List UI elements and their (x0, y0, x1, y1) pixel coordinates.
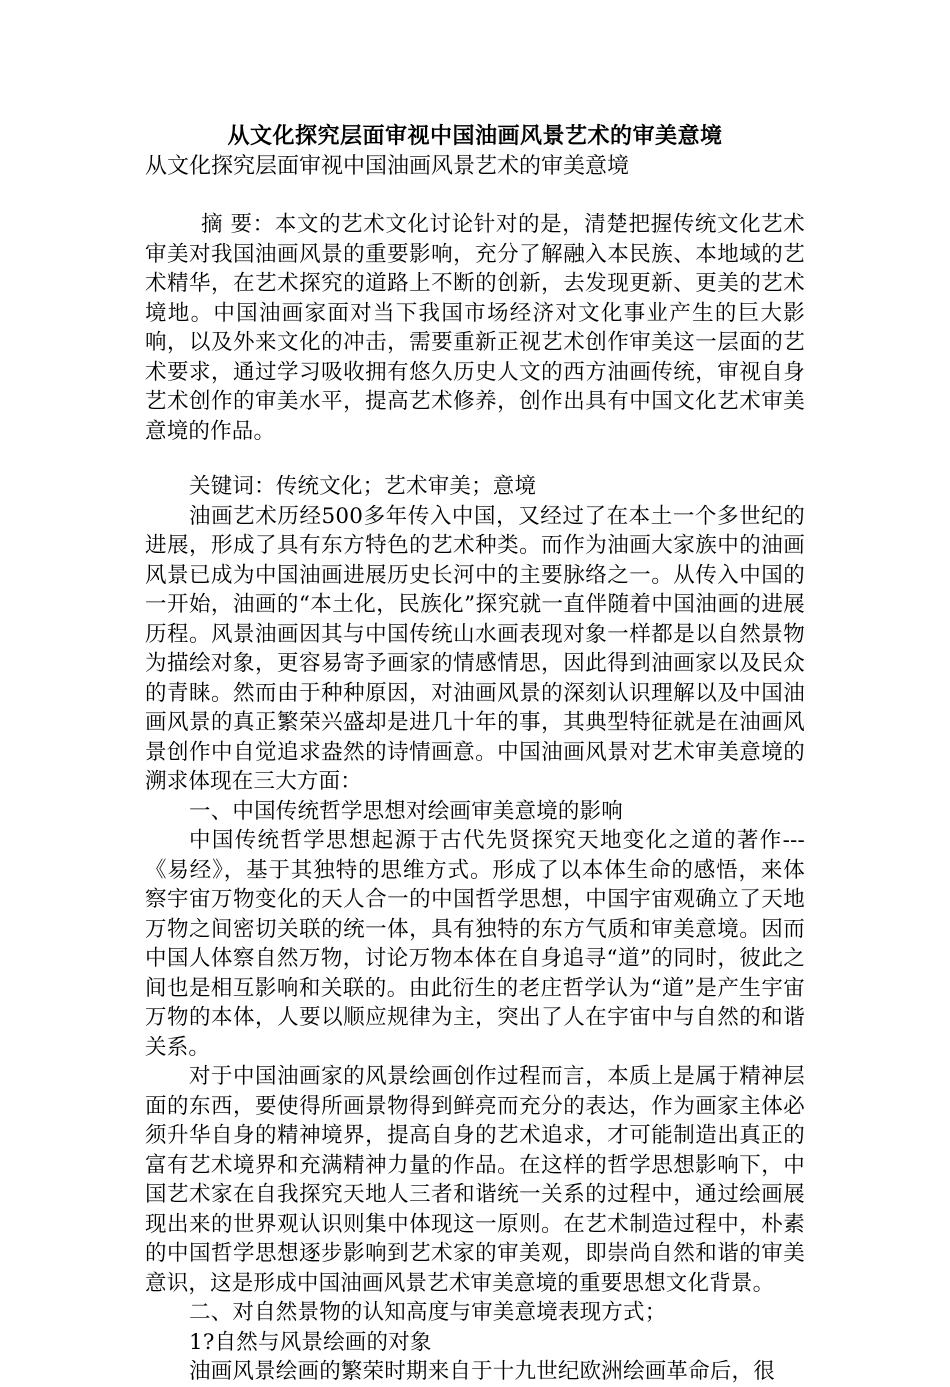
document-body (145, 120, 805, 1387)
section-heading: 二、对自然景物的认知高度与审美意境表现方式； (189, 1300, 667, 1325)
body-paragraph: 中国传统哲学思想起源于古代先贤探究天地变化之道的著作---《易经》，基于其独特的思维方式。形成了以本体生命的感悟，来体察宇宙万物变化的天人合一的中国哲学思想，中国宇宙观确立了天地万物之间密切关联的统一体，具有独特的东方气质和审美意境。因而中国人体察自然万物，讨论万物本体在自身追寻“道”的同时，彼此之间也是相互影响和关联的。由此衍生的老庄哲学认为“道”是产生宇宙万物的本体，人要以顺应规律为主，突出了人在宇宙中与自然的和谐关系。 (145, 828, 805, 1060)
keywords-line: 关键词：传统文化；艺术审美；意境 (189, 474, 537, 499)
subsection-heading: 1?自然与风景绘画的对象 (189, 1329, 432, 1355)
document-subtitle: 从文化探究层面审视中国油画风景艺术的审美意境 (145, 154, 630, 179)
section-heading: 一、中国传统哲学思想对绘画审美意境的影响 (189, 798, 624, 824)
document-title: 从文化探究层面审视中国油画风景艺术的审美意境 (227, 123, 723, 149)
abstract-paragraph: 摘 要：本文的艺术文化讨论针对的是，清楚把握传统文化艺术审美对我国油画风景的重要影响，充分了解融入本民族、本地域的艺术精华，在艺术探究的道路上不断的创新，去发现更新、更美的艺术境地。中国油画家面对当下我国市场经济对文化事业产生的巨大影响，以及外来文化的冲击，需要重新正视艺术创作审美这一层面的艺术要求，通过学习吸收拥有悠久历史人文的西方油画传统，审视自身艺术创作的审美水平，提高艺术修养，创作出具有中国文化艺术审美意境的作品。 (145, 212, 805, 444)
body-paragraph: 对于中国油画家的风景绘画创作过程而言，本质上是属于精神层面的东西，要使得所画景物得到鲜亮而充分的表达，作为画家主体必须升华自身的精神境界，提高自身的艺术追求，才可能制造出真正的富有艺术境界和充满精神力量的作品。在这样的哲学思想影响下，中国艺术家在自我探究天地人三者和谐统一关系的过程中，通过绘画展现出来的世界观认识则集中体现这一原则。在艺术制造过程中，朴素的中国哲学思想逐步影响到艺术家的审美观，即崇尚自然和谐的审美意识，这是形成中国油画风景艺术审美意境的重要思想文化背景。 (145, 1064, 805, 1296)
body-paragraph: 油画艺术历经500多年传入中国，又经过了在本土一个多世纪的进展，形成了具有东方特色的艺术种类。而作为油画大家族中的油画风景已成为中国油画进展历史长河中的主要脉络之一。从传入中国的一开始，油画的“本土化，民族化”探究就一直伴随着中国油画的进展历程。风景油画因其与中国传统山水画表现对象一样都是以自然景物为描绘对象，更容易寄予画家的情感情思，因此得到油画家以及民众的青睐。然而由于种种原因，对油画风景的深刻认识理解以及中国油画风景的真正繁荣兴盛却是进几十年的事，其典型特征就是在油画风景创作中自觉追求盎然的诗情画意。中国油画风景对艺术审美意境的溯求体现在三大方面： (145, 503, 805, 794)
body-paragraph: 油画风景绘画的繁荣时期来自于十九世纪欧洲绘画革命后，很 (189, 1359, 775, 1384)
